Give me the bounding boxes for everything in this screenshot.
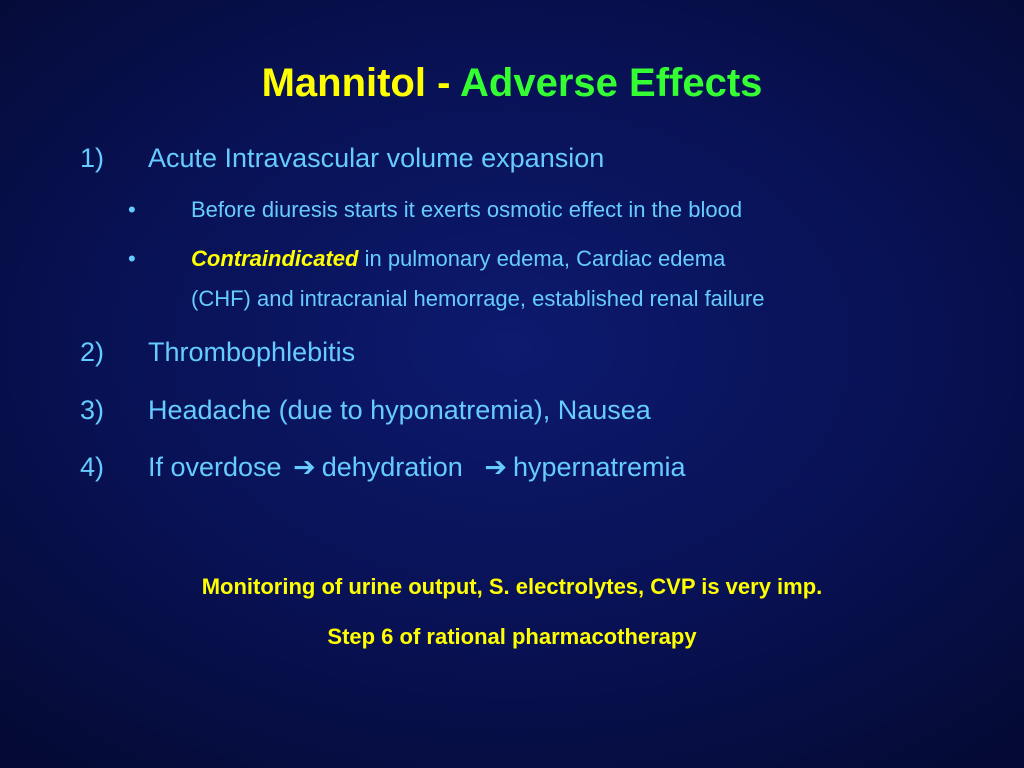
sub-bullet-text-line1: [191, 244, 725, 274]
contraindicated-emphasis: Contraindicated: [191, 246, 359, 271]
right-arrow-icon: ➔: [484, 452, 507, 482]
slide-title-main: Mannitol -: [261, 61, 461, 105]
bullet-icon: •: [128, 246, 136, 271]
list-item-text-b: dehydration: [321, 452, 463, 482]
slide-title: [0, 58, 1024, 108]
list-item-number: 4): [80, 452, 105, 482]
list-item-number: 1): [80, 143, 105, 173]
footer-note-step: Step 6 of rational pharmacotherapy: [327, 624, 697, 649]
bullet-icon: •: [128, 197, 136, 222]
list-item-2: [80, 335, 355, 369]
list-item-text-c: hypernatremia: [512, 452, 686, 482]
sub-bullet-text: Before diuresis starts it exerts osmotic effect in the blood: [191, 197, 743, 222]
list-item-1: [80, 141, 604, 175]
list-item-number: 2): [80, 337, 105, 367]
list-item-text: Thrombophlebitis: [148, 337, 356, 367]
slide-title-accent: Adverse Effects: [460, 61, 763, 105]
list-item-text-a: If overdose: [148, 452, 282, 482]
sub-bullet-text-line2: (CHF) and intracranial hemorrage, established renal failure: [191, 286, 765, 311]
sub-bullet-text-rest: in pulmonary edema, Cardiac edema: [358, 246, 726, 271]
footer-note-monitoring: Monitoring of urine output, S. electrolytes, CVP is very imp.: [201, 574, 823, 599]
list-item-number: 3): [80, 395, 105, 425]
list-item-3: [80, 393, 651, 427]
right-arrow-icon: ➔: [293, 452, 316, 482]
list-item-4: [80, 450, 686, 484]
list-item-text: Headache (due to hyponatremia), Nausea: [148, 395, 651, 425]
list-item-text: Acute Intravascular volume expansion: [148, 143, 605, 173]
